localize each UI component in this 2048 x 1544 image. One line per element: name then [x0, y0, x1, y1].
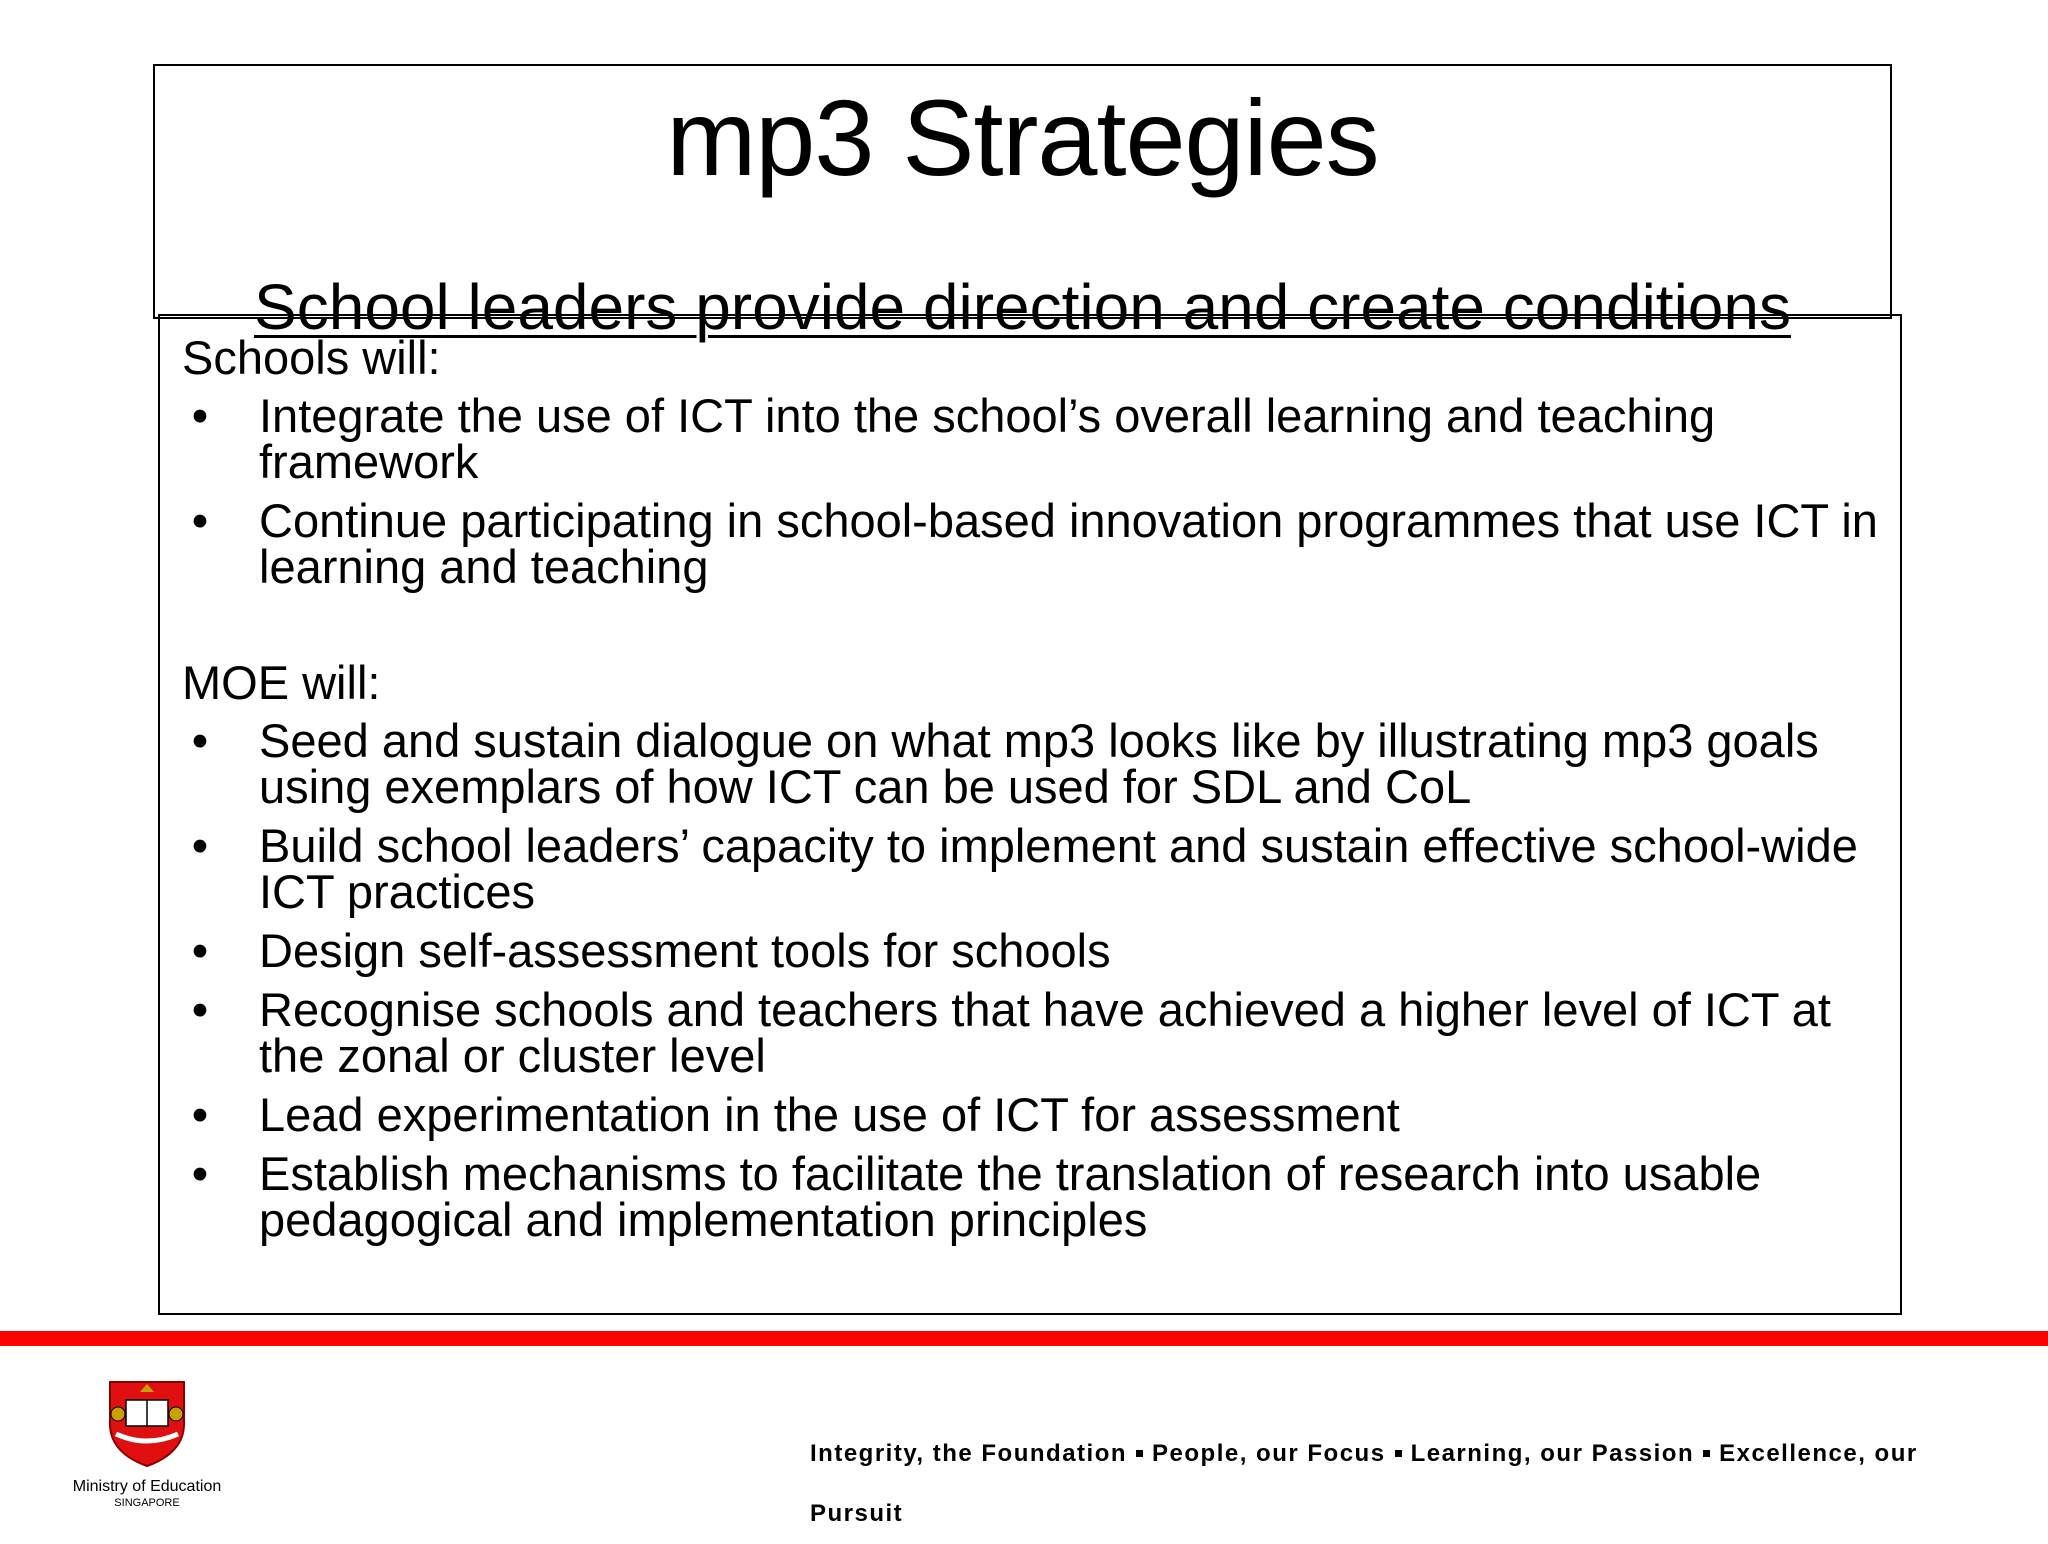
title-box	[153, 64, 1892, 343]
moe-bullet-list	[160, 714, 1900, 1256]
bullet-text: Establish mechanisms to facilitate the translation of research into usable pedagogical and implementation principles	[259, 1147, 1762, 1246]
moe-heading: MOE will:	[182, 656, 381, 709]
logo-country: SINGAPORE	[114, 1497, 180, 1509]
footer-accent-bar	[0, 1331, 2048, 1346]
motto-phrase: Excellence, our Pursuit	[810, 1440, 1918, 1527]
list-item	[160, 1147, 1900, 1246]
list-item	[160, 819, 1900, 918]
schools-bullet-list	[160, 389, 1900, 603]
footer-motto	[810, 1424, 2010, 1544]
separator-square-icon	[1703, 1450, 1710, 1457]
logo-ministry-name: Ministry of Education	[72, 1478, 222, 1495]
list-item	[160, 714, 1900, 813]
list-item	[160, 494, 1900, 593]
slide-subtitle: School leaders provide direction and create conditions	[254, 271, 1791, 343]
bullet-icon: •	[191, 1088, 209, 1141]
bullet-icon: •	[191, 389, 209, 442]
bullet-icon: •	[191, 924, 209, 977]
bullet-text: Design self-assessment tools for schools	[259, 924, 1111, 977]
bullet-text: Integrate the use of ICT into the school’s overall learning and teaching framework	[259, 389, 1716, 488]
separator-square-icon	[1136, 1450, 1143, 1457]
list-item	[160, 924, 1900, 977]
list-item	[160, 983, 1900, 1082]
list-item	[160, 389, 1900, 488]
content-box	[158, 314, 1902, 1315]
motto-phrase: Integrity, the Foundation	[810, 1440, 1128, 1467]
bullet-icon: •	[191, 983, 209, 1036]
slide-title: mp3 Strategies	[666, 77, 1379, 198]
bullet-icon: •	[191, 494, 209, 547]
bullet-icon: •	[191, 819, 209, 872]
schools-heading: Schools will:	[182, 331, 441, 384]
moe-logo	[62, 1378, 232, 1518]
motto-phrase: People, our Focus	[1152, 1440, 1386, 1467]
bullet-text: Lead experimentation in the use of ICT for assessment	[259, 1088, 1400, 1141]
bullet-text: Recognise schools and teachers that have achieved a higher level of ICT at the zonal or cluster level	[259, 983, 1831, 1082]
bullet-text: Build school leaders’ capacity to implement and sustain effective school-wide ICT practices	[259, 819, 1858, 918]
motto-phrase: Learning, our Passion	[1410, 1440, 1695, 1467]
separator-square-icon	[1395, 1450, 1402, 1457]
bullet-icon: •	[191, 1147, 209, 1200]
bullet-icon: •	[191, 714, 209, 767]
moe-crest-icon	[102, 1378, 192, 1468]
bullet-text: Seed and sustain dialogue on what mp3 looks like by illustrating mp3 goals using exemplars of how ICT can be used for SDL and CoL	[259, 714, 1819, 813]
list-item	[160, 1088, 1900, 1141]
bullet-text: Continue participating in school-based innovation programmes that use ICT in learning and teaching	[259, 494, 1878, 593]
